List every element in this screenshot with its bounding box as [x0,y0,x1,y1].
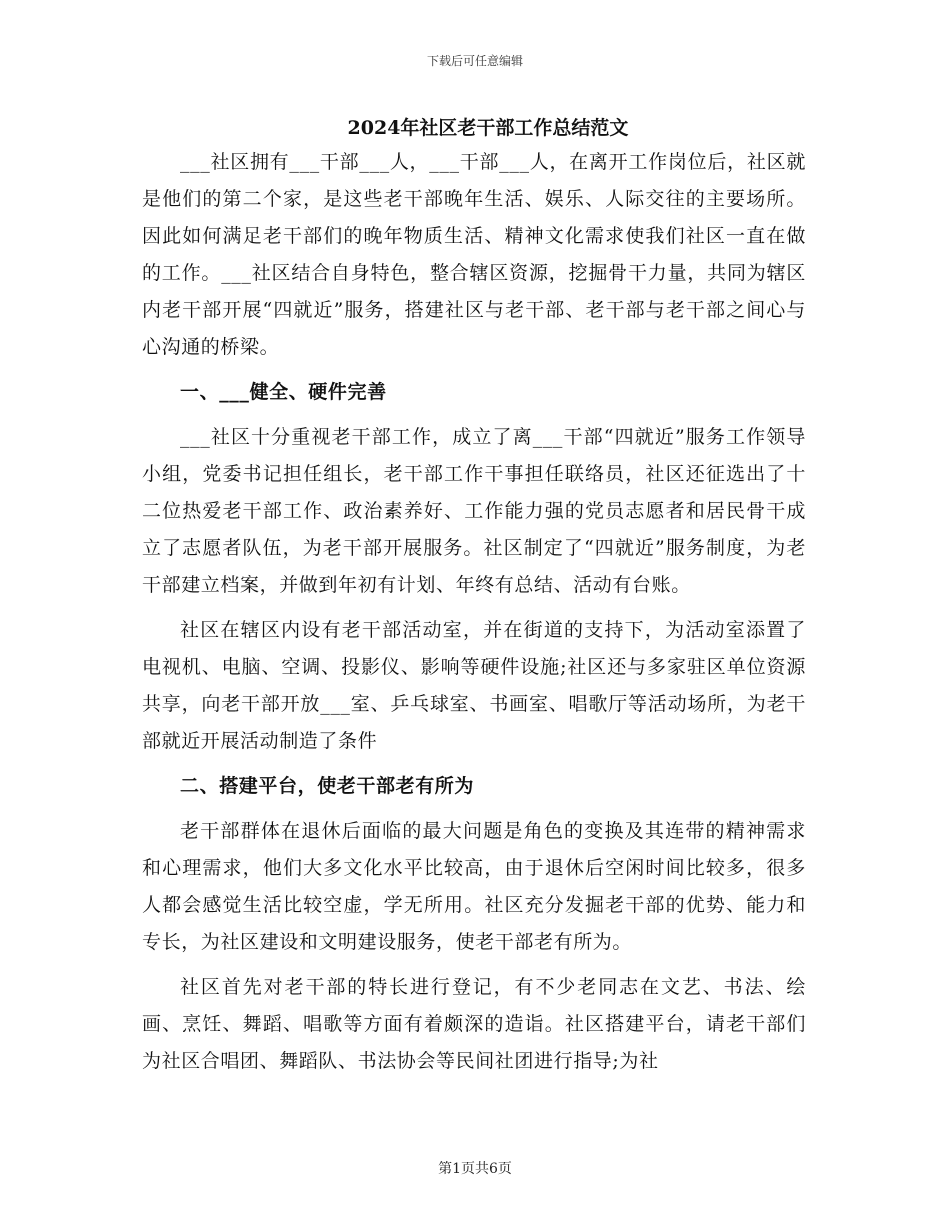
section1-paragraph-2: 社区在辖区内设有老干部活动室，并在街道的支持下，为活动室添置了电视机、电脑、空调、投影仪、影响等硬件设施;社区还与多家驻区单位资源共享，向老干部开放___室、乒乓球室、书画室、唱歌厅等活动场所，为老干部就近开展活动制造了条件 [142,619,806,752]
section-heading-1: 一、___健全、硬件完善 [180,381,387,403]
spacer [142,366,806,374]
page-header: 下载后可任意编辑 [426,54,523,68]
spacer [142,411,806,419]
page-footer: 第1页共6页 [438,1161,512,1177]
document-body [142,112,806,1080]
intro-paragraph: ___社区拥有___干部___人，___干部___人，在离开工作岗位后，社区就是他们的第二个家，是这些老干部晚年生活、娱乐、人际交往的主要场所。因此如何满足老干部们的晚年物质生活、精神文化需求使我们社区一直在做的工作。___社区结合自身特色，整合辖区资源，挖掘骨干力量，共同为辖区内老干部开展“四就近”服务，搭建社区与老干部、老干部与老干部之间心与心沟通的桥梁。 [142,151,806,358]
spacer [142,760,806,768]
section-heading-2: 二、搭建平台，使老干部老有所为 [180,775,475,797]
spacer [142,805,806,813]
section1-paragraph-1: ___社区十分重视老干部工作，成立了离___干部“四就近”服务工作领导小组，党委书记担任组长，老干部工作干事担任联络员，社区还征选出了十二位热爱老干部工作、政治素养好、工作能力强的党员志愿者和居民骨干成立了志愿者队伍，为老干部开展服务。社区制定了“四就近”服务制度，为老干部建立档案，并做到年初有计划、年终有总结、活动有台账。 [142,426,806,596]
section2-paragraph-2: 社区首先对老干部的特长进行登记，有不少老同志在文艺、书法、绘画、烹饪、舞蹈、唱歌等方面有着颇深的造诣。社区搭建平台，请老干部们为社区合唱团、舞蹈队、书法协会等民间社团进行指导;为社 [142,976,806,1072]
document-title: 2024年社区老干部工作总结范文 [347,117,629,139]
spacer [142,604,806,612]
spacer [142,961,806,969]
section2-paragraph-1: 老干部群体在退休后面临的最大问题是角色的变换及其连带的精神需求和心理需求，他们大多文化水平比较高，由于退休后空闲时间比较多，很多人都会感觉生活比较空虚，学无所用。社区充分发掘老干部的优势、能力和专长，为社区建设和文明建设服务，使老干部老有所为。 [142,820,806,953]
